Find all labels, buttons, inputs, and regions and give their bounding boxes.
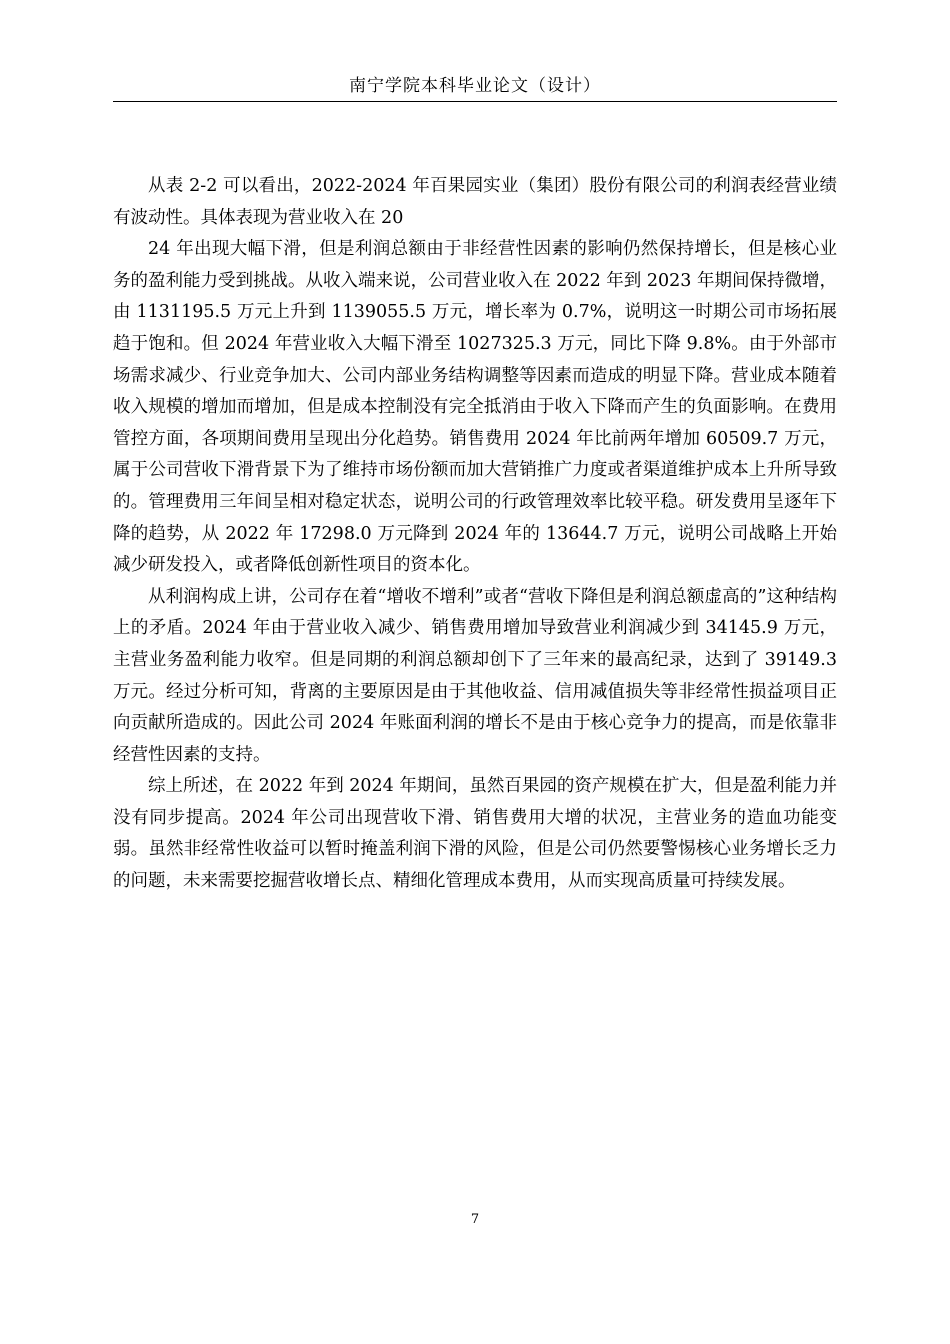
paragraph-profit-structure: 从利润构成上讲，公司存在着“增收不增利”或者“营收下降但是利润总额虚高的”这种结构上的矛盾。2024 年由于营业收入减少、销售费用增加导致营业利润减少到 34145.9 万元，主营业务盈利能力收窄。但是同期的利润总额却创下了三年来的最高纪录，达到了 39149.3 万元。经过分析可知，背离的主要原因是由于其他收益、信用减值损失等非经常性损益项目正向贡献所造成的。因此公司 2024 年账面利润的增长不是由于核心竞争力的提高，而是依靠非经营性因素的支持。	[113, 586, 837, 765]
page-header: 南宁学院本科毕业论文（设计）	[349, 76, 601, 96]
page-number: 7	[470, 1212, 480, 1227]
paragraph-intro: 从表 2-2 可以看出，2022-2024 年百果园实业（集团）股份有限公司的利润表经营业绩有波动性。具体表现为营业收入在 20	[113, 176, 837, 228]
paragraph-conclusion: 综上所述，在 2022 年到 2024 年期间，虽然百果园的资产规模在扩大，但是盈利能力并没有同步提高。2024 年公司出现营收下滑、销售费用大增的状况，主营业务的造血功能变弱。虽然非经常性收益可以暂时掩盖利润下滑的风险，但是公司仍然要警惕核心业务增长乏力的问题，未来需要挖掘营收增长点、精细化管理成本费用，从而实现高质量可持续发展。	[113, 776, 837, 892]
body-text	[113, 171, 837, 898]
paragraph-revenue-analysis: 24 年出现大幅下滑，但是利润总额由于非经营性因素的影响仍然保持增长，但是核心业务的盈利能力受到挑战。从收入端来说，公司营业收入在 2022 年到 2023 年期间保持微增，由 1131195.5 万元上升到 1139055.5 万元，增长率为 0.7%，说明这一时期公司市场拓展趋于饱和。但 2024 年营业收入大幅下滑至 1027325.3 万元，同比下降 9.8%。由于外部市场需求减少、行业竞争加大、公司内部业务结构调整等因素而造成的明显下降。营业成本随着收入规模的增加而增加，但是成本控制没有完全抵消由于收入下降而产生的负面影响。在费用管控方面，各项期间费用呈现出分化趋势。销售费用 2024 年比前两年增加 60509.7 万元，属于公司营收下滑背景下为了维持市场份额而加大营销推广力度或者渠道维护成本上升所导致的。管理费用三年间呈相对稳定状态，说明公司的行政管理效率比较平稳。研发费用呈逐年下降的趋势，从 2022 年 17298.0 万元降到 2024 年的 13644.7 万元，说明公司战略上开始减少研发投入，或者降低创新性项目的资本化。	[113, 239, 837, 576]
header-divider	[113, 101, 837, 102]
